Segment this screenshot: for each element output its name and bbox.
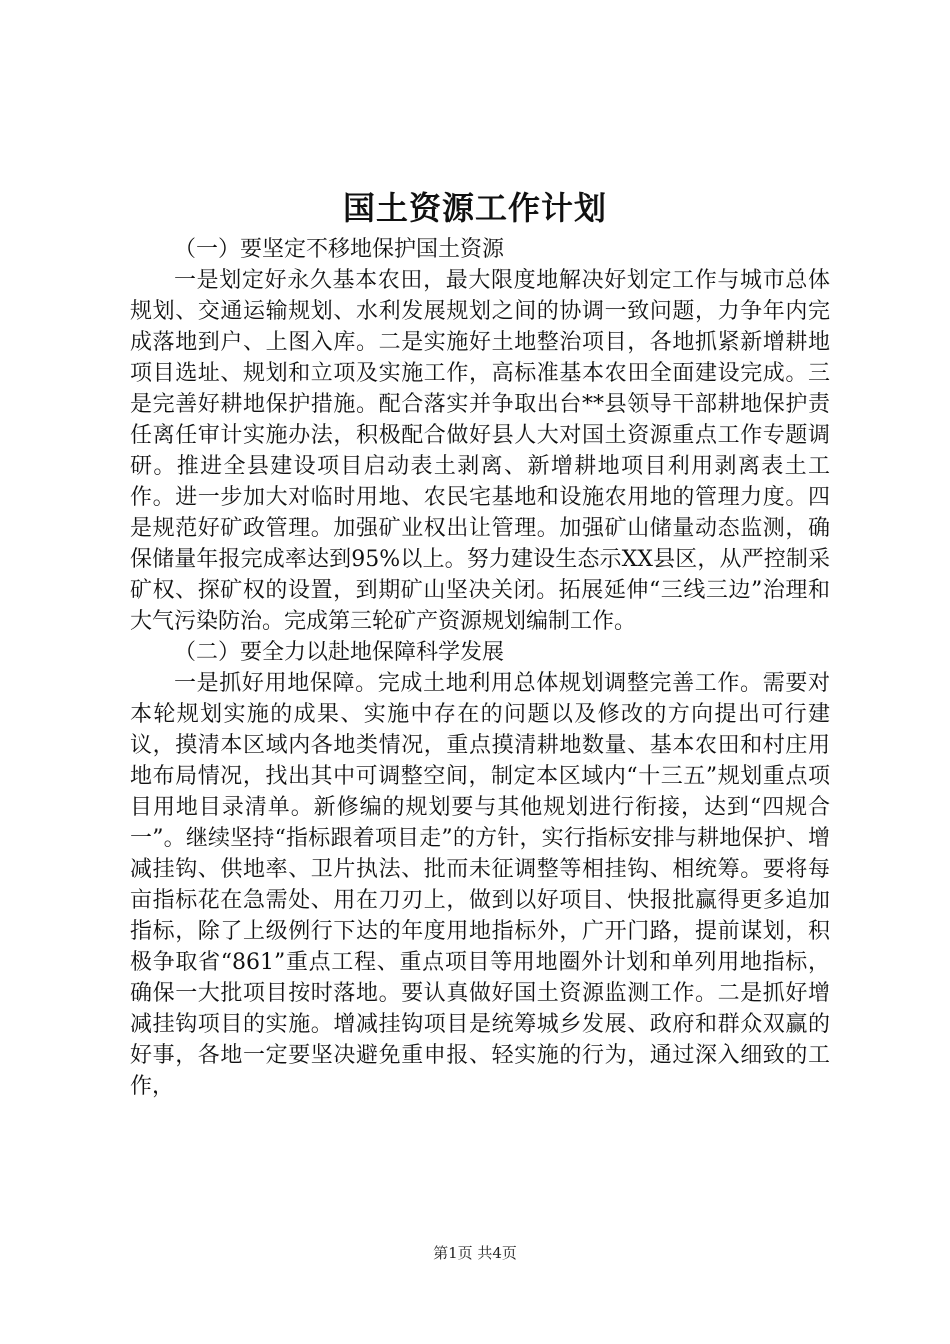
page-number-footer: 第1页 共4页 [433,1244,517,1262]
section-heading-1: （一）要坚定不移地保护国土资源 [174,237,505,262]
body-paragraph-2: 一是抓好用地保障。完成土地利用总体规划调整完善工作。需要对本轮规划实施的成果、实施中存在的问题以及修改的方向提出可行建议，摸清本区域内各地类情况，重点摸清耕地数量、基本农田和村庄用地布局情况，找出其中可调整空间，制定本区域内“十三五”规划重点项目用地目录清单。新修编的规划要与其他规划进行衔接，达到“四规合一”。继续坚持“指标跟着项目走”的方针，实行指标安排与耕地保护、增减挂钩、供地率、卫片执法、批而未征调整等相挂钩、相统筹。要将每亩指标花在急需处、用在刀刃上，做到以好项目、快报批赢得更多追加指标，除了上级例行下达的年度用地指标外，广开门路，提前谋划，积极争取省“861”重点工程、重点项目等用地圈外计划和单列用地指标，确保一大批项目按时落地。要认真做好国土资源监测工作。二是抓好增减挂钩项目的实施。增减挂钩项目是统筹城乡发展、政府和群众双赢的好事，各地一定要坚决避免重申报、轻实施的行为，通过深入细致的工作， [130,671,830,1099]
section-heading-2: （二）要全力以赴地保障科学发展 [174,640,505,665]
body-paragraph-1: 一是划定好永久基本农田，最大限度地解决好划定工作与城市总体规划、交通运输规划、水利发展规划之间的协调一致问题，力争年内完成落地到户、上图入库。二是实施好土地整治项目，各地抓紧新增耕地项目选址、规划和立项及实施工作，高标准基本农田全面建设完成。三是完善好耕地保护措施。配合落实并争取出台**县领导干部耕地保护责任离任审计实施办法，积极配合做好县人大对国土资源重点工作专题调研。推进全县建设项目启动表土剥离、新增耕地项目利用剥离表土工作。进一步加大对临时用地、农民宅基地和设施农用地的管理力度。四是规范好矿政管理。加强矿业权出让管理。加强矿山储量动态监测，确保储量年报完成率达到95%以上。努力建设生态示XX县区，从严控制采矿权、探矿权的设置，到期矿山坚决关闭。拓展延伸“三线三边”治理和大气污染防治。完成第三轮矿产资源规划编制工作。 [130,268,830,634]
document-body [130,234,830,1102]
document-title: 国土资源工作计划 [342,189,607,227]
